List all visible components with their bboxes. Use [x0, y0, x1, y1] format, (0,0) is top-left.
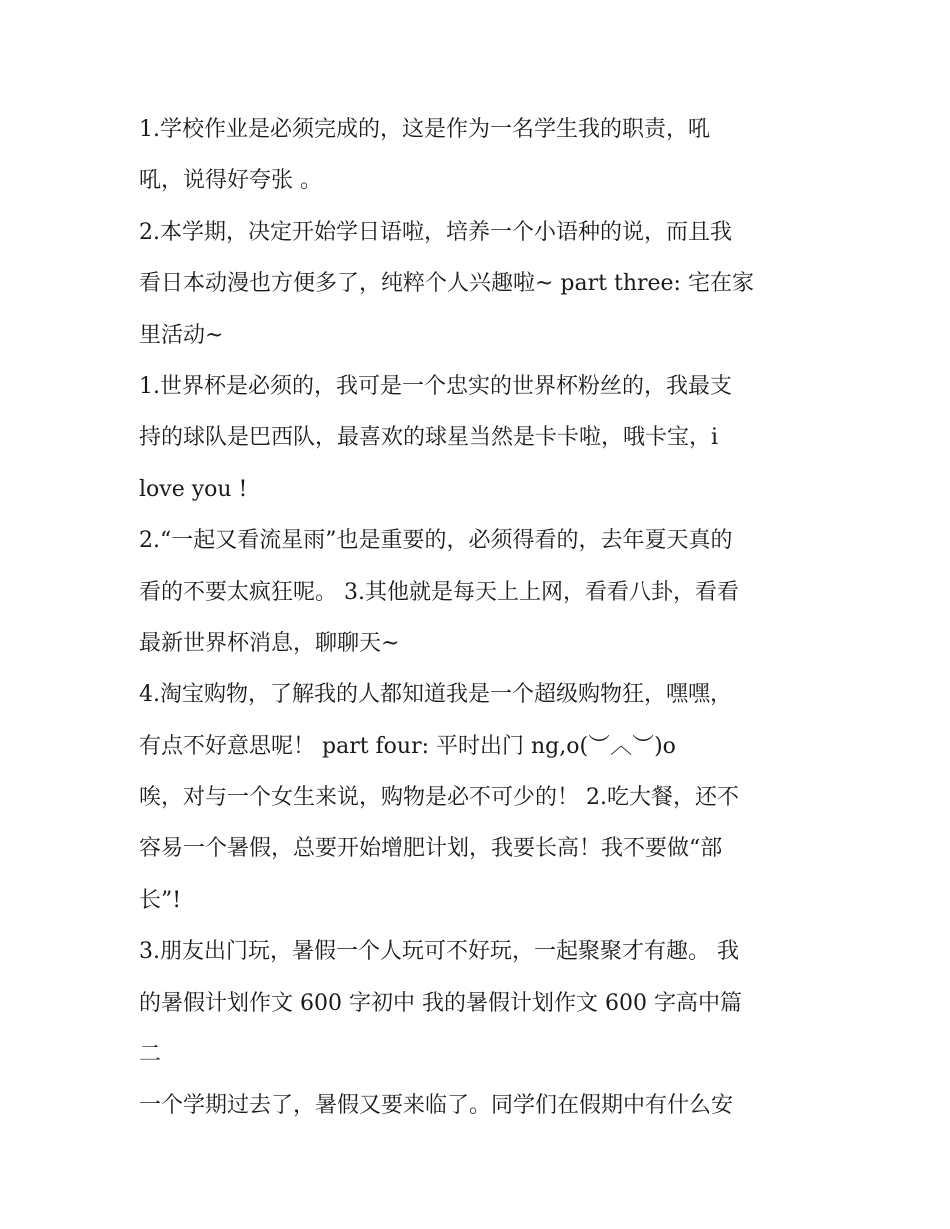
text-line: 2.“一起又看流星雨”也是重要的，必须得看的，去年夏天真的 — [139, 528, 733, 554]
text-line: 最新世界杯消息，聊聊天~ — [139, 630, 400, 656]
text-line: 里活动~ — [139, 322, 224, 348]
text-line: 容易一个暑假，总要开始增肥计划，我要长高！我不要做“部 — [139, 836, 723, 862]
text-line: 长”! — [139, 887, 182, 913]
text-line: 1.学校作业是必须完成的，这是作为一名学生我的职责，吼 — [139, 117, 710, 142]
text-line: 的暑假计划作文 600 字初中 我的暑假计划作文 600 字高中篇 — [139, 990, 742, 1016]
text-line: 4.淘宝购物，了解我的人都知道我是一个超级购物狂，嘿嘿， — [139, 682, 732, 708]
text-line: 二 — [139, 1042, 162, 1068]
document-body — [139, 111, 819, 1139]
text-line: 3.朋友出门玩，暑假一个人玩可不好玩，一起聚聚才有趣。 我 — [139, 939, 739, 965]
text-line: 唉，对与一个女生来说，购物是必不可少的！ 2.吃大餐，还不 — [139, 785, 739, 811]
text-line: 一个学期过去了，暑假又要来临了。同学们在假期中有什么安 — [139, 1093, 734, 1119]
text-line: 持的球队是巴西队，最喜欢的球星当然是卡卡啦，哦卡宝，i — [139, 425, 719, 451]
text-line: 1.世界杯是必须的，我可是一个忠实的世界杯粉丝的，我最支 — [139, 373, 732, 399]
text-line: 有点不好意思呢！ part four: 平时出门 ng,o(︶︿︶)o — [139, 733, 676, 759]
text-line: 吼，说得好夸张 。 — [139, 168, 322, 194]
text-line: 看的不要太疯狂呢。 3.其他就是每天上上网，看看八卦，看看 — [139, 579, 739, 605]
text-line: love you ! — [139, 476, 248, 502]
text-line: 2.本学期，决定开始学日语啦，培养一个小语种的说，而且我 — [139, 219, 732, 245]
text-line: 看日本动漫也方便多了，纯粹个人兴趣啦~ part three: 宅在家 — [139, 271, 754, 297]
